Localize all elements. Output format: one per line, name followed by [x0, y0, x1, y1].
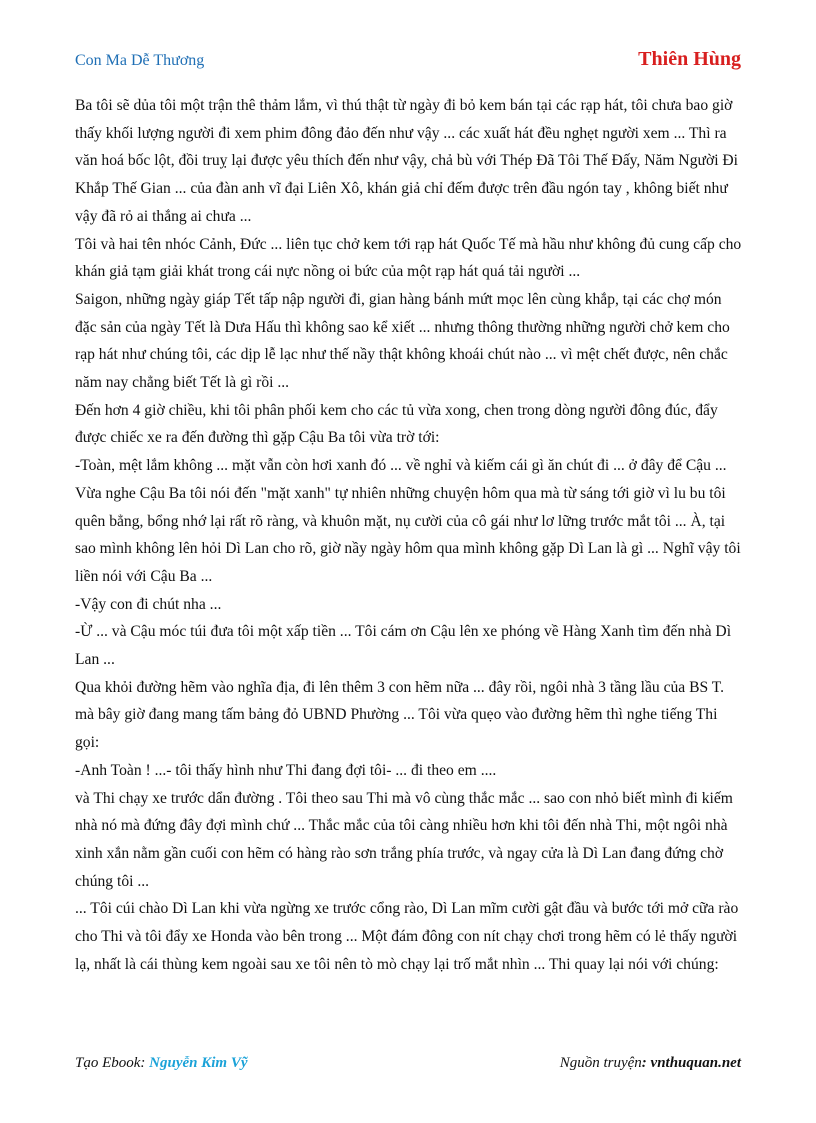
paragraph: Ba tôi sẽ dủa tôi một trận thê thảm lắm, vì thú thật từ ngày đi bỏ kem bán tại các rạp hát, tôi chưa bao giờ thấy khối lượng người đi xem phim đông đảo đến như vậy ... các xuất hát đều nghẹt người xem ... Thì ra văn hoá bốc lột, đồi truỵ lại được yêu thích đến như vậy, chả bù với Thép Đã Tôi Thế Đấy, Năm Người Đi Khắp Thế Gian ... của đàn anh vĩ đại Liên Xô, khán giả chỉ đếm được trên đầu ngón tay , không biết như vậy đã rỏ ai thắng ai chưa ...	[75, 97, 739, 225]
paragraph: -Vậy con đi chút nha ...	[75, 595, 222, 613]
paragraph: Vừa nghe Cậu Ba tôi nói đến "mặt xanh" tự nhiên những chuyện hôm qua mà từ sáng tới giờ vì lu bu tôi quên bẳng, bổng nhớ lại rất rõ ràng, và khuôn mặt, nụ cười của cô gái như lơ lững trước mắt tôi ... À, tại sao mình không lên hỏi Dì Lan cho rõ, giờ nầy ngày hôm qua mình không gặp Dì Lan là gì ... Nghĩ vậy tôi liền nói với Cậu Ba ...	[75, 484, 741, 585]
paragraph: Đến hơn 4 giờ chiều, khi tôi phân phối kem cho các tủ vừa xong, chen trong dòng người đông đúc, đẩy được chiếc xe ra đến đường thì gặp Cậu Ba tôi vừa trờ tới:	[75, 401, 718, 447]
source-credit	[560, 1055, 741, 1072]
ebook-separator: :	[140, 1055, 150, 1071]
paragraph: Qua khỏi đường hẽm vào nghĩa địa, đi lên thêm 3 con hẽm nữa ... đây rồi, ngôi nhà 3 tầng lầu của BS T. mà bây giờ đang mang tấm bảng đỏ UBND Phường ... Tôi vừa quẹo vào đường hẽm thì nghe tiếng Thi gọi:	[75, 678, 725, 752]
paragraph: -Ừ ... và Cậu móc túi đưa tôi một xấp tiền ... Tôi cám ơn Cậu lên xe phóng về Hàng Xanh tìm đến nhà Dì Lan ...	[75, 623, 732, 669]
source-separator: :	[641, 1055, 651, 1071]
paragraph: Tôi và hai tên nhóc Cảnh, Đức ... liên tục chở kem tới rạp hát Quốc Tế mà hầu như không đủ cung cấp cho khán giả tạm giải khát trong cái nực nồng oi bức của một rạp hát quá tải người ...	[75, 235, 742, 281]
ebook-creator-name: Nguyễn Kim Vỹ	[149, 1055, 248, 1071]
paragraph: -Toàn, mệt lắm không ... mặt vẫn còn hơi xanh đó ... về nghỉ và kiếm cái gì ăn chút đi ... ở đây để Cậu ...	[75, 457, 727, 475]
page-header	[75, 48, 741, 76]
ebook-label: Tạo Ebook	[75, 1055, 141, 1071]
source-label: Nguồn truyện	[559, 1055, 642, 1071]
page-footer	[75, 1055, 741, 1077]
book-title: Con Ma Dễ Thương	[75, 52, 205, 69]
story-text	[75, 92, 745, 979]
paragraph: -Anh Toàn ! ...- tôi thấy hình như Thi đang đợi tôi- ... đi theo em ....	[75, 761, 497, 779]
paragraph: ... Tôi cúi chào Dì Lan khi vừa ngừng xe trước cổng rào, Dì Lan mĩm cười gật đầu và bước tới mở cữa rào cho Thi và tôi đẩy xe Honda vào bên trong ... Một đám đông con nít chạy chơi trong hẽm có lẻ thấy người lạ, nhất là cái thùng kem ngoài sau xe tôi nên tò mò chạy lại trố mắt nhìn ... Thi quay lại nói với chúng:	[75, 900, 739, 973]
source-name: vnthuquan.net	[650, 1055, 741, 1071]
paragraph: và Thi chạy xe trước dẩn đường . Tôi theo sau Thi mà vô cùng thắc mắc ... sao con nhỏ biết mình đi kiếm nhà nó mà đứng đây đợi mình chứ ... Thắc mắc của tôi càng nhiều hơn khi tôi đến nhà Thi, một ngôi nhà xinh xắn nằm gần cuối con hẽm có hàng rào sơn trắng phía trước, và ngay cửa là Dì Lan đang đứng chờ chúng tôi ...	[75, 789, 733, 890]
paragraph: Saigon, những ngày giáp Tết tấp nập người đi, gian hàng bánh mứt mọc lên cùng khắp, tại các chợ món đặc sản của ngày Tết là Dưa Hấu thì không sao kể xiết ... nhưng thông thường những người chở kem cho rạp hát như chúng tôi, các dịp lễ lạc như thế nầy thật không khoái chút nào ... vì mệt chết được, nên chắc năm nay chẳng biết Tết là gì rồi ...	[75, 290, 730, 392]
author-name: Thiên Hùng	[638, 48, 741, 70]
ebook-credit	[75, 1055, 248, 1072]
